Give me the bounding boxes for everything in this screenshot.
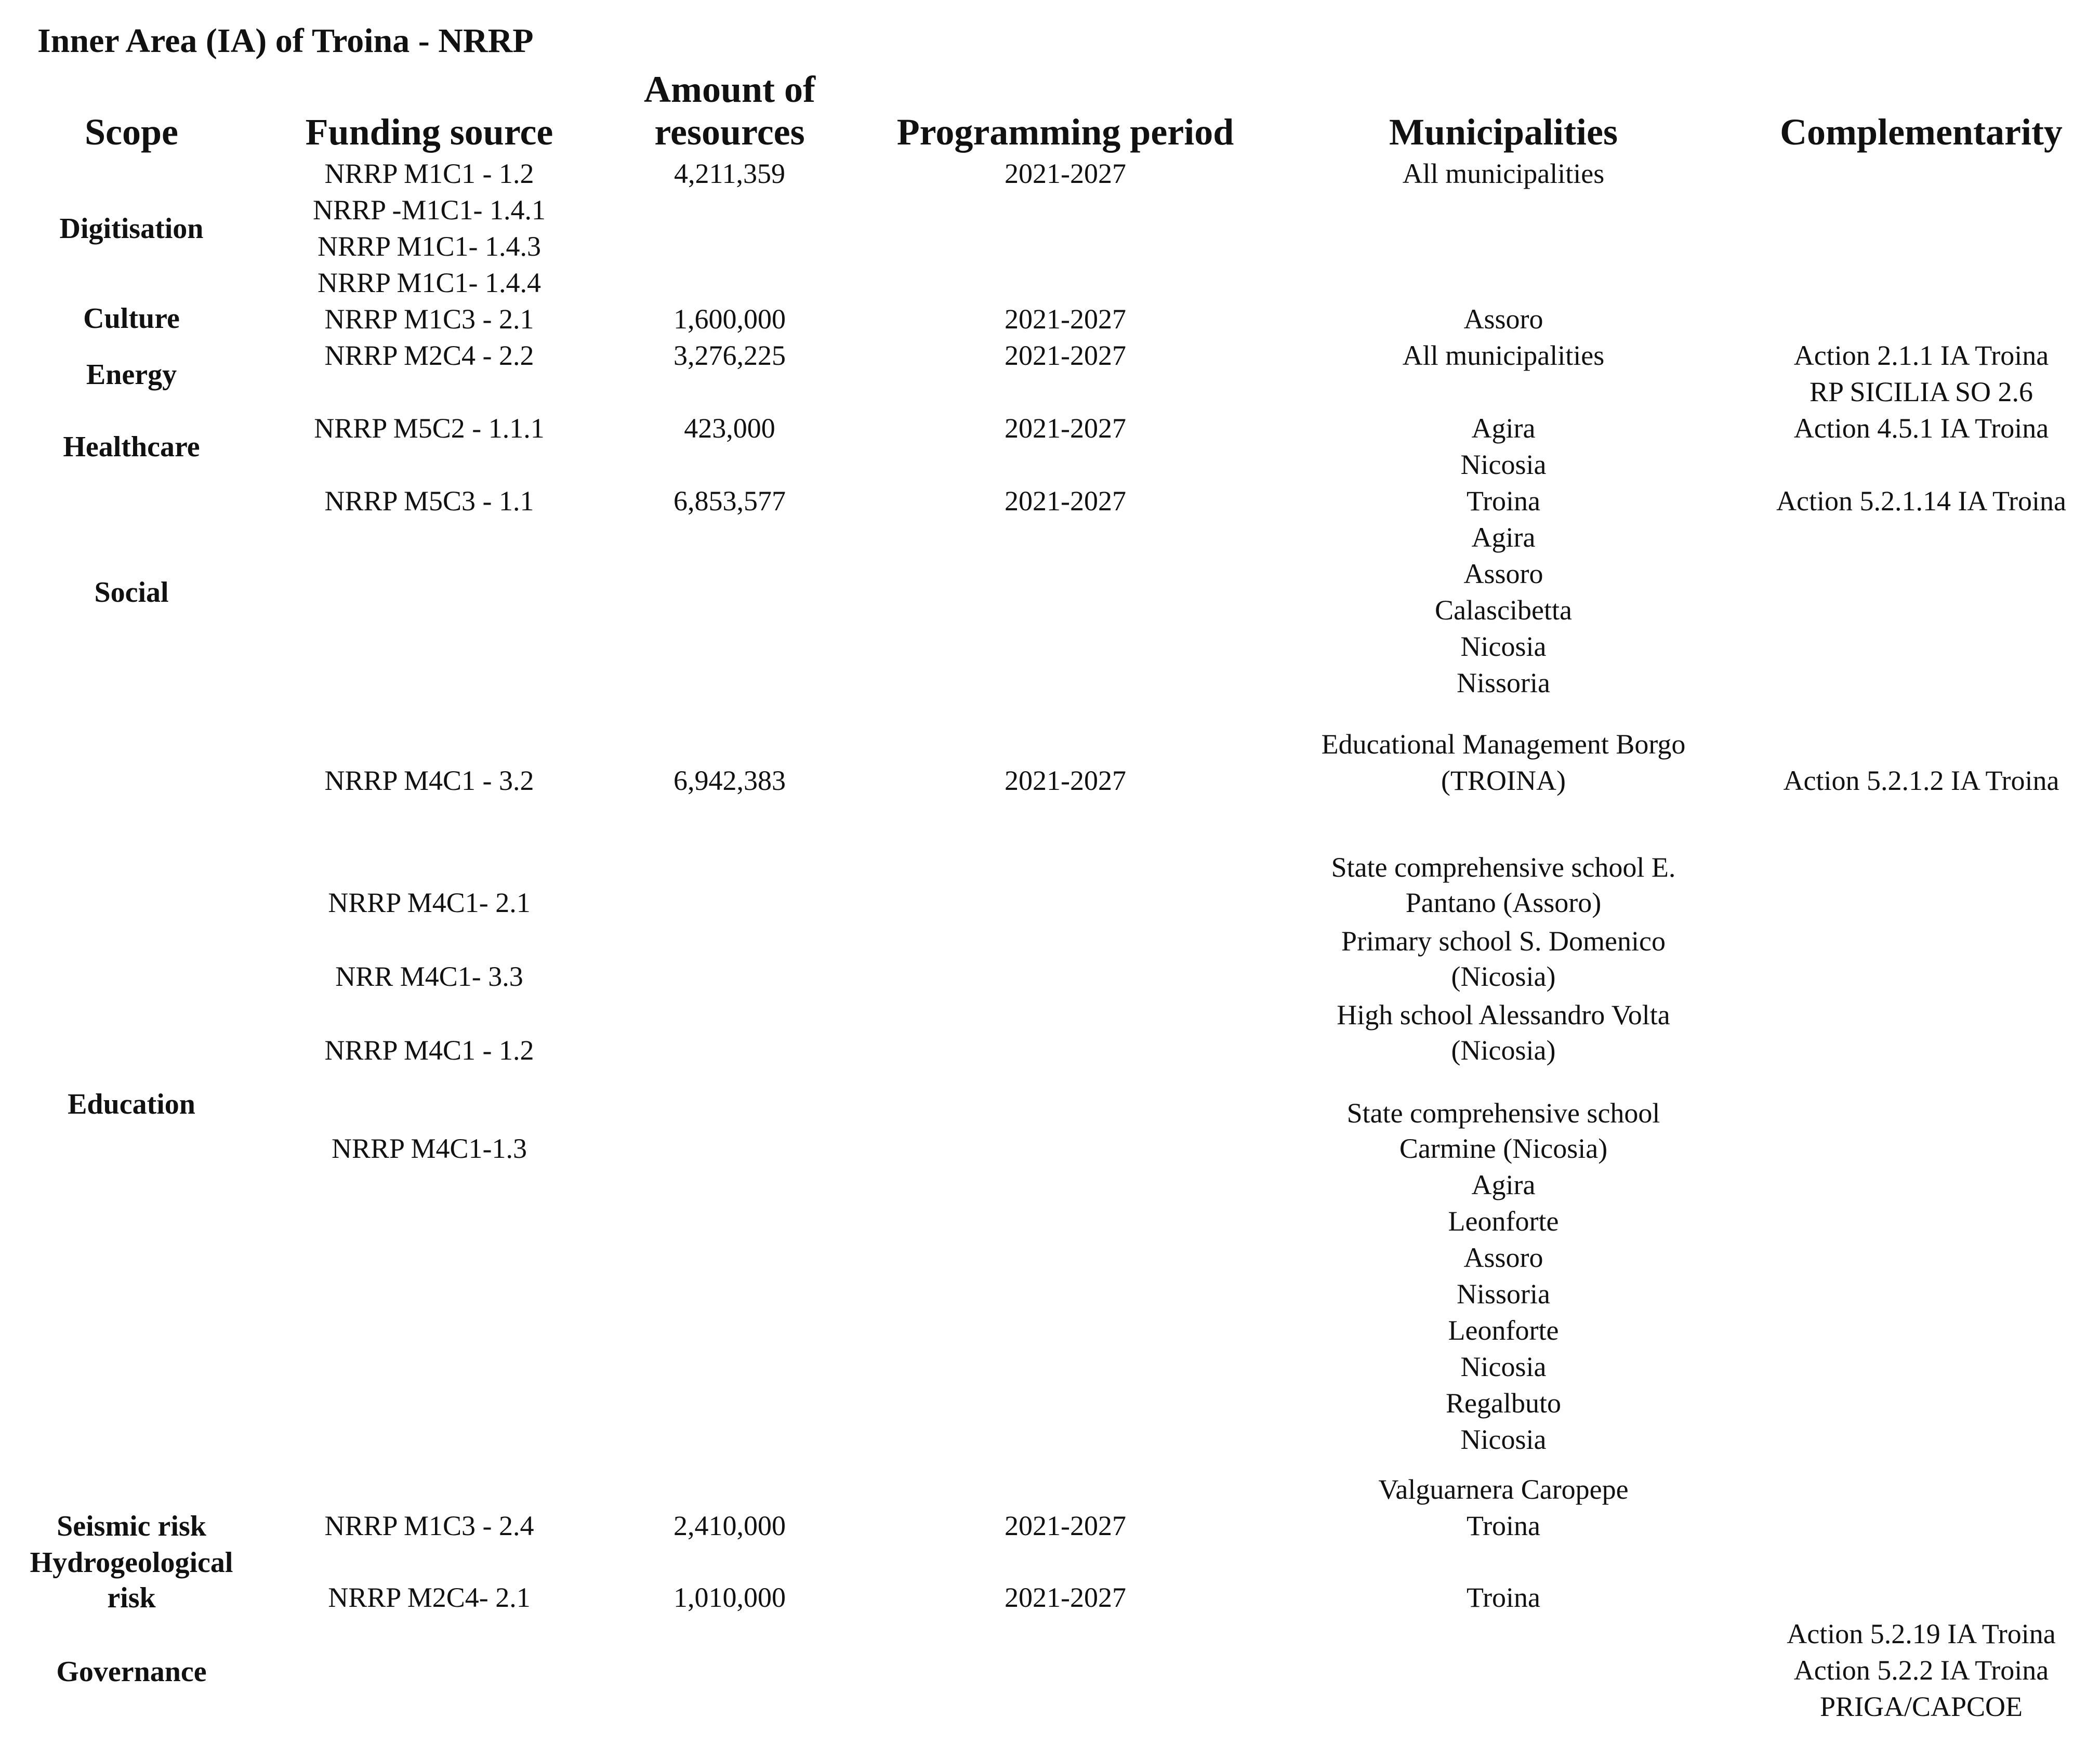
- municipality: High school Alessandro Volta: [1337, 999, 1670, 1030]
- header-amount-line1: Amount of: [643, 69, 816, 110]
- funding-source: NRRP M5C3 - 1.1: [324, 485, 534, 517]
- municipality: Agira: [1471, 413, 1536, 444]
- amount-value: 1,010,000: [673, 1582, 786, 1613]
- municipality: Nicosia: [1460, 449, 1547, 480]
- municipality: State comprehensive school: [1346, 1098, 1660, 1129]
- programming-period-value: 2021-2027: [1005, 765, 1126, 796]
- programming-period-value: 2021-2027: [1005, 340, 1126, 371]
- municipality: Assoro: [1463, 303, 1543, 335]
- funding-source: NRRP M4C1 - 1.2: [324, 1035, 534, 1066]
- municipality: Nicosia: [1460, 1424, 1547, 1455]
- municipality: Leonforte: [1448, 1206, 1559, 1237]
- municipality: Valguarnera Caropepe: [1378, 1474, 1629, 1505]
- scope-education: Education: [68, 1088, 195, 1120]
- municipality: Troina: [1466, 485, 1541, 517]
- programming-period-value: 2021-2027: [1005, 485, 1126, 517]
- complementarity-value: Action 4.5.1 IA Troina: [1793, 413, 2049, 444]
- municipality: Agira: [1471, 522, 1536, 553]
- municipality: Troina: [1466, 1510, 1541, 1541]
- amount-value: 4,211,359: [674, 158, 785, 189]
- programming-period-value: 2021-2027: [1005, 1510, 1126, 1541]
- funding-source: NRRP M1C1- 1.4.4: [317, 267, 541, 298]
- amount-value: 423,000: [684, 413, 775, 444]
- complementarity-value: Action 5.2.19 IA Troina: [1787, 1618, 2056, 1649]
- funding-source: NRRP -M1C1- 1.4.1: [312, 194, 546, 226]
- funding-source: NRRP M2C4 - 2.2: [324, 340, 534, 371]
- header-scope: Scope: [85, 111, 178, 153]
- scope-seismic-risk: Seismic risk: [57, 1510, 206, 1542]
- municipality: Primary school S. Domenico: [1341, 926, 1666, 957]
- municipality: Assoro: [1463, 1242, 1543, 1273]
- municipality: Nissoria: [1457, 667, 1550, 698]
- header-funding-source: Funding source: [305, 111, 553, 153]
- municipality: (Nicosia): [1451, 1035, 1556, 1066]
- complementarity-value: Action 2.1.1 IA Troina: [1793, 340, 2049, 371]
- scope-hydrogeological-line2: risk: [107, 1582, 156, 1614]
- municipality: Assoro: [1463, 558, 1543, 589]
- header-amount-line2: resources: [654, 111, 805, 153]
- municipality: All municipalities: [1402, 158, 1605, 189]
- municipality: Nissoria: [1457, 1278, 1550, 1310]
- complementarity-value: Action 5.2.2 IA Troina: [1793, 1655, 2049, 1686]
- complementarity-value: PRIGA/CAPCOE: [1819, 1691, 2023, 1722]
- programming-period-value: 2021-2027: [1005, 1582, 1126, 1613]
- municipality: Pantano (Assoro): [1405, 887, 1602, 918]
- municipality: State comprehensive school E.: [1331, 852, 1676, 883]
- amount-value: 3,276,225: [673, 340, 786, 371]
- municipality: Nicosia: [1460, 1351, 1547, 1382]
- scope-governance: Governance: [56, 1656, 207, 1688]
- amount-value: 6,853,577: [673, 485, 786, 517]
- header-complementarity: Complementarity: [1780, 111, 2063, 153]
- funding-source: NRRP M4C1-1.3: [331, 1133, 527, 1164]
- funding-source: NRRP M1C1- 1.4.3: [317, 231, 541, 262]
- programming-period-value: 2021-2027: [1005, 413, 1126, 444]
- funding-source: NRRP M1C3 - 2.1: [324, 303, 534, 335]
- scope-energy: Energy: [86, 359, 177, 391]
- amount-value: 6,942,383: [673, 765, 786, 796]
- complementarity-value: Action 5.2.1.14 IA Troina: [1776, 485, 2067, 517]
- funding-source: NRRP M1C3 - 2.4: [324, 1510, 534, 1541]
- programming-period-value: 2021-2027: [1005, 158, 1126, 189]
- amount-value: 1,600,000: [673, 303, 786, 335]
- funding-source: NRR M4C1- 3.3: [335, 961, 523, 992]
- funding-source: NRRP M4C1 - 3.2: [324, 765, 534, 796]
- municipality: Carmine (Nicosia): [1399, 1133, 1608, 1164]
- complementarity-value: RP SICILIA SO 2.6: [1809, 376, 2033, 407]
- municipality: Leonforte: [1448, 1315, 1559, 1346]
- page-title: Inner Area (IA) of Troina - NRRP: [37, 22, 534, 60]
- scope-healthcare: Healthcare: [63, 431, 200, 463]
- funding-source: NRRP M5C2 - 1.1.1: [314, 413, 545, 444]
- scope-culture: Culture: [83, 302, 180, 335]
- scope-social: Social: [94, 576, 169, 609]
- header-municipalities: Municipalities: [1389, 111, 1618, 153]
- scope-digitisation: Digitisation: [59, 213, 204, 245]
- funding-source: NRRP M4C1- 2.1: [328, 887, 531, 918]
- municipality: Calascibetta: [1435, 594, 1572, 626]
- municipality: All municipalities: [1402, 340, 1605, 371]
- municipality: Educational Management Borgo: [1321, 729, 1686, 760]
- municipality: Nicosia: [1460, 631, 1547, 662]
- municipality: Agira: [1471, 1169, 1536, 1200]
- municipality: Troina: [1466, 1582, 1541, 1613]
- funding-source: NRRP M2C4- 2.1: [328, 1582, 531, 1613]
- scope-hydrogeological-line1: Hydrogeological: [30, 1547, 233, 1579]
- header-programming-period: Programming period: [896, 111, 1234, 153]
- municipality: (Nicosia): [1451, 961, 1556, 992]
- municipality: (TROINA): [1441, 765, 1566, 796]
- programming-period-value: 2021-2027: [1005, 303, 1126, 335]
- amount-value: 2,410,000: [673, 1510, 786, 1541]
- funding-source: NRRP M1C1 - 1.2: [324, 158, 534, 189]
- municipality: Regalbuto: [1446, 1388, 1561, 1419]
- complementarity-value: Action 5.2.1.2 IA Troina: [1783, 765, 2059, 796]
